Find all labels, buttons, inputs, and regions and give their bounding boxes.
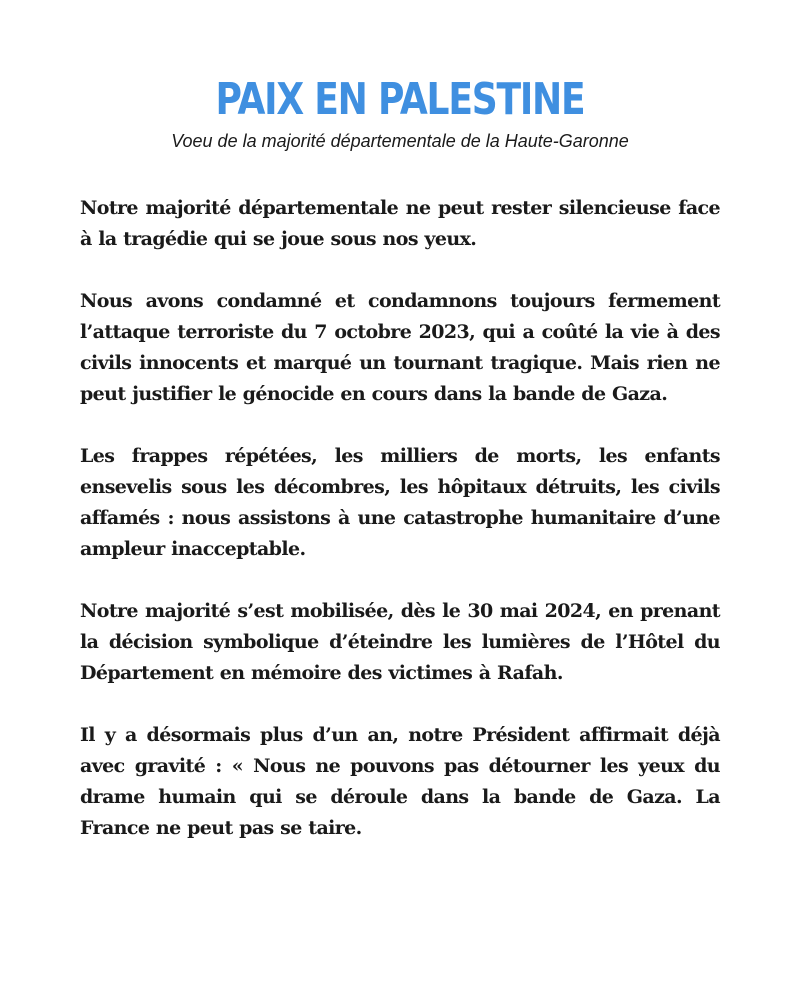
paragraph-2: Nous avons condamné et condamnons toujours fermement l’attaque terroriste du 7 octobre 2023, qui a coûté la vie à des civils innocents et marqué un tournant tragique. Mais rien ne peut justifier le génocide en cours dans la bande de Gaza. [80,290,720,405]
paragraph-3: Les frappes répétées, les milliers de morts, les enfants ensevelis sous les décombres, les hôpitaux détruits, les civils affamés : nous assistons à une catastrophe humanitaire d’une ampleur inacceptable. [80,445,720,560]
page-title: PAIX EN PALESTINE [215,74,585,125]
document-body [80,193,720,875]
paragraph-5: Il y a désormais plus d’un an, notre Président affirmait déjà avec gravité : « Nous ne pouvons pas détourner les yeux du drame humain qui se déroule dans la bande de Gaza. La France ne peut pas se taire. [80,724,720,839]
paragraph-4: Notre majorité s’est mobilisée, dès le 30 mai 2024, en prenant la décision symbolique d’éteindre les lumières de l’Hôtel du Département en mémoire des victimes à Rafah. [80,600,720,684]
paragraph-1: Notre majorité départementale ne peut rester silencieuse face à la tragédie qui se joue sous nos yeux. [80,197,720,250]
page-subtitle: Voeu de la majorité départementale de la Haute-Garonne [171,131,629,151]
